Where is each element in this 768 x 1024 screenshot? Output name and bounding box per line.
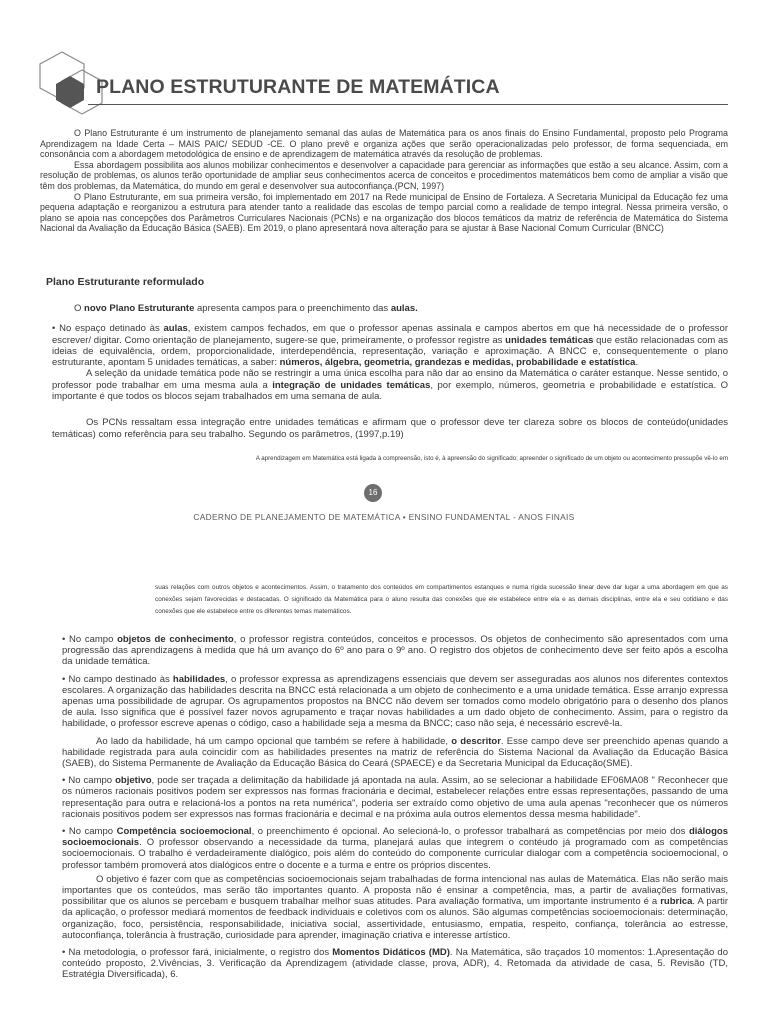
bullet-paragraph-aulas: • No espaço detinado às aulas, existem campos fechados, em que o professor apenas assinala e campos abertos em que há necessidade de o professor escrever/ digitar. Como orientação de planejamento, sugere-se que, primeiramente, o professor registre as unidades temáticas que estão relacionadas com as ideias de equivalência, ordem, proporcionalidade, interdependência, representação, variação e aproximação. A BNCC e, consequentemente o plano estruturante, apontam 5 unidades temáticas, a saber: números, álgebra, geometria, grandezas e medidas, probabilidade e estatística. [52, 323, 728, 369]
intro-section [40, 128, 728, 234]
intro-paragraph: O Plano Estruturante é um instrumento de planejamento semanal das aulas de Matemática para os anos finais do Ensino Fundamental, proposto pelo Programa Aprendizagem na Idade Certa – MAIS PAIC/ SEDUD -CE. O plano prevê e organiza ações que serão operacionalizadas pelo professor, de forma sequenciada, em consonância com a abordagem metodológica de ensino e de aprendizagem de matemática através da resolução de problemas. [40, 128, 728, 160]
section-heading: Plano Estruturante reformulado [46, 276, 205, 288]
intro-paragraph: O Plano Estruturante, em sua primeira versão, foi implementado em 2017 na Rede municipal de Ensino de Fortaleza. A Secretaria Municipal da Educação fez uma pequena adaptação e reorganizou a estrutura para atender tanto a realidade das escolas de tempo parcial como a realidade de tempo integral. Nessa primeira versão, o plano se apoia nas concepções dos Parâmetros Curriculares Nacionais (PCNs) e na organização dos blocos temáticos da matriz de referência de Matemática do Sistema Nacional da Avaliação da Educação Básica (SAEB). Em 2019, o plano apresentará nova alteração para se ajustar à Base Nacional Comum Curricular (BNCC) [40, 191, 728, 234]
intro-paragraph: Essa abordagem possibilita aos alunos mobilizar conhecimentos e desenvolver a capacidade para gerenciar as informações que estão a seu alcance. Assim, com a resolução de problemas, os alunos terão oportunidade de ampliar seus conhecimentos acerca de conceitos e procedimentos matemáticos bem como de ampliar a visão que têm dos problemas, da Matemática, do mundo em geral e desenvolver sua autoconfiança.(PCN, 1997) [40, 159, 728, 191]
fields-section [62, 634, 728, 981]
bullet-paragraph-habilidades: • No campo destinado às habilidades, o professor expressa as aprendizagens essenciais que devem ser asseguradas aos alunos nos diferentes contextos escolares. A organização das habilidades descrita na BNCC está relacionada a um objeto de conhecimento e a uma unidade temática. Esse arranjo expressa apenas uma possibilidade de agrupar. Os agrupamentos propostos na BNCC não devem ser tomados como modelo obrigatório para o desenho dos planos de aula. Isso significa que é possível fazer novos agrupamento e traçar novas habilidades a um dado objeto de conhecimento. Assim, para o registro da habilidade, o professor escreve apenas o código, caso a habilidade seja a mesma da BNCC; caso não seja, é necessário escrevê-la. [62, 673, 728, 730]
title-rule [88, 104, 728, 105]
footer-caption: CADERNO DE PLANEJAMENTO DE MATEMÁTICA • ENSINO FUNDAMENTAL - ANOS FINAIS [193, 512, 575, 522]
body-paragraph: A seleção da unidade temática pode não se restringir a uma única escolha para não dar ao ensino da Matemática o caráter estanque. Nesse sentido, o professor pode trabalhar em uma mesma aula a integração de unidades temáticas, por exemplo, números, geometria e probabilidade e estatística. O importante é que todos os blocos sejam trabalhados em uma semana de aula. [52, 368, 728, 403]
reformulated-section [52, 303, 728, 440]
bullet-paragraph-objetivo: • No campo objetivo, pode ser traçada a delimitação da habilidade já apontada na aula. Assim, ao se selecionar a habilidade EF06MA08 " Reconhecer que os números racionais positivos podem ser expressos nas formas fracionária e decimal, estabelecer relações entre essas representações, passando de uma representação para outra e relacioná-los a pontos na reta numérica", poderia ser extraído como objetivo de uma aula apenas "reconhecer que os números racionais positivos podem ser expressos nas formas fracionária e decimal e na próxima aula outros elementos dessa mesma habilidade". [62, 775, 729, 820]
bullet-paragraph-objetos: • No campo objetos de conhecimento, o professor registra conteúdos, conceitos e processos. Os objetos de conhecimento são apresentados com uma progressão das aprendizagens à medida que há um avanço do 6º ano para o 9º ano. O registro dos objetos de conhecimento deve ser feito após a escolha da unidade temática. [62, 634, 728, 668]
block-quote: A aprendizagem em Matemática está ligada à compreensão, isto é, à apreensão do significado; apreender o significado de um objeto ou acontecimento pressupõe vê-lo em [255, 455, 728, 462]
page-title: PLANO ESTRUTURANTE DE MATEMÁTICA [96, 76, 500, 98]
lead-paragraph: O novo Plano Estruturante apresenta campos para o preenchimento das aulas. [74, 303, 418, 314]
bullet-paragraph-competencia: • No campo Competência socioemocional, o preenchimento é opcional. Ao selecioná-lo, o professor trabalhará as competências por meio dos diálogos socioemocionais. O professor observando a necessidade da turma, planejará aulas que integrem o contéudo já programado com as competências socioemocionais. O trabalho é verdadeiramente dialógico, pois além do conteúdo do componente curricular dialogar com a competência socioemocional, o professor também promoverá atos dialógicos entre o docente e a turma e entre os próprios discentes. [62, 826, 728, 871]
block-quote-continued: suas relações com outros objetos e acontecimentos. Assim, o tratamento dos conteúdos em compartimentos estanques e numa rígida sucessão linear deve dar lugar a uma abordagem em que as conexões sejam favorecidas e destacadas. O significado da Matemática para o aluno resulta das conexões que ele estabelece entre ela e as demais disciplinas, entre ela e seu cotidiano e das conexões que ele estabelece entre os diferentes temas matemáticos. [155, 584, 728, 616]
body-paragraph-rubrica: O objetivo é fazer com que as competências socioemocionais sejam trabalhadas de forma intencional nas aulas de Matemática. Elas não serão mais importantes que os conteúdos, mas serão tão importantes quanto. A proposta não é ensinar a competência, mas, a partir de avaliações formativas, possibilitar que os alunos se percebam e busquem trabalhar melhor suas atitudes. Para avaliação formativa, um importante instrumento é a rubrica. A partir da aplicação, o professor mediará momentos de feedback individuais e coletivos com os alunos. São algumas competências socioemocionais: determinação, organização, foco, persistência, responsabilidade, iniciativa social, assertividade, entusiasmo, empatia, respeito, confiança, tolerância ao estresse, autoconfiança, tolerância à frustração, curiosidade para aprender, imaginação criativa e interesse artístico. [62, 873, 728, 941]
bullet-paragraph-metodologia: • Na metodologia, o professor fará, inicialmente, o registro dos Momentos Didáticos (MD). Na Matemática, são traçados 10 momentos: 1.Apresentação do conteúdo proposto, 2.Vivências, 3. Verificação da Aprendizagem (atividade classe, prova, ADR), 4. Retomada da atividade de casa, 5. Revisão (TD, Estratégia Diversificada), 6. [62, 947, 729, 981]
body-paragraph-descritor: Ao lado da habilidade, há um campo opcional que também se refere à habilidade, o descritor. Esse campo deve ser preenchido apenas quando a habilidade registrada para aula coincidir com as habilidades presentes na matriz de referência do Sistema Nacional da Avaliação da Educação Básica (SAEB), do Sistema Permanente de Avaliação da Educação Básica do Ceará (SPAECE) e da Secretaria Municipal da Educação(SME). [62, 735, 728, 770]
page-number-badge: 16 [364, 484, 382, 502]
body-paragraph: Os PCNs ressaltam essa integração entre unidades temáticas e afirmam que o professor deve ter clareza sobre os blocos de conteúdo(unidades temáticas) como referência para seu trabalho. Segundo os parâmetros, (1997,p.19) [52, 417, 728, 440]
